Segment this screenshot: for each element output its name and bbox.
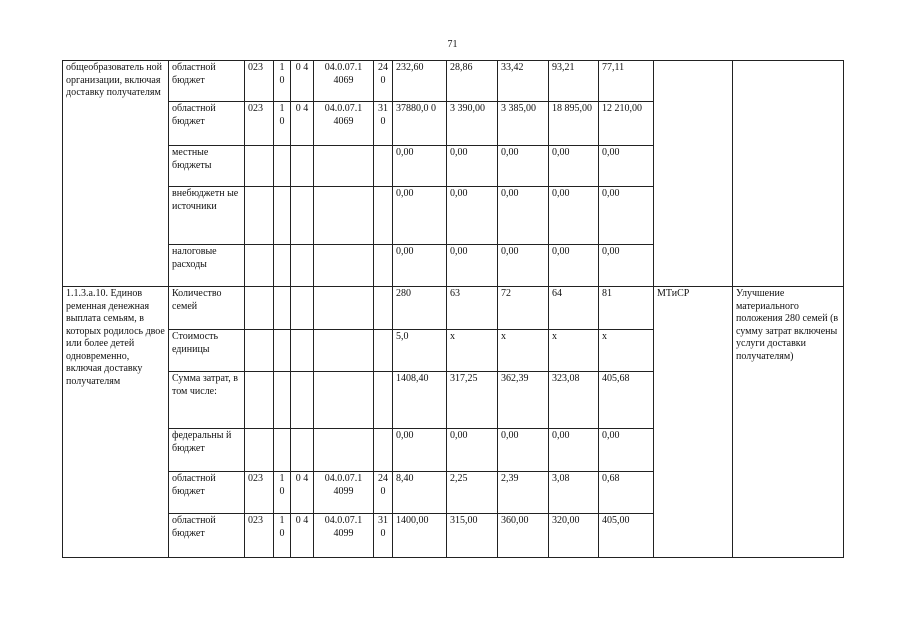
csr-cell (314, 429, 374, 472)
year2-cell: 72 (498, 287, 549, 330)
csr-cell: 04.0.07.1 4069 (314, 61, 374, 102)
csr-cell (314, 330, 374, 372)
rz-cell (274, 245, 291, 287)
year1-cell: 0,00 (447, 429, 498, 472)
csr-cell: 04.0.07.1 4099 (314, 472, 374, 514)
total-cell: 0,00 (393, 146, 447, 187)
year4-cell: 0,00 (599, 429, 654, 472)
year2-cell: 360,00 (498, 514, 549, 558)
year3-cell: 0,00 (549, 187, 599, 245)
rz-cell: 1 0 (274, 61, 291, 102)
year4-cell: 405,68 (599, 372, 654, 429)
source-cell: Сумма затрат, в том числе: (169, 372, 245, 429)
year1-cell: 0,00 (447, 146, 498, 187)
source-cell: федеральны й бюджет (169, 429, 245, 472)
vr-cell (374, 245, 393, 287)
measure-title-cell: общеобразователь ной организации, включая доставку получателям (63, 61, 169, 287)
year1-cell: 317,25 (447, 372, 498, 429)
pr-cell (291, 146, 314, 187)
result-cell (733, 61, 844, 287)
rz-cell (274, 372, 291, 429)
csr-cell: 04.0.07.1 4069 (314, 102, 374, 146)
rz-cell (274, 146, 291, 187)
source-cell: областной бюджет (169, 102, 245, 146)
rz-cell (274, 287, 291, 330)
year1-cell: 63 (447, 287, 498, 330)
year1-cell: 2,25 (447, 472, 498, 514)
csr-cell (314, 187, 374, 245)
year4-cell: х (599, 330, 654, 372)
year3-cell: 0,00 (549, 429, 599, 472)
year4-cell: 0,00 (599, 187, 654, 245)
total-cell: 1400,00 (393, 514, 447, 558)
vr-cell: 31 0 (374, 102, 393, 146)
pr-cell: 0 4 (291, 102, 314, 146)
year4-cell: 77,11 (599, 61, 654, 102)
pr-cell (291, 287, 314, 330)
pr-cell: 0 4 (291, 61, 314, 102)
measure-title-cell: 1.1.3.а.10. Единов ременная денежная выплата семьям, в которых родилось двое или более детей одновременно, включая доставку получателям (63, 287, 169, 558)
year3-cell: 320,00 (549, 514, 599, 558)
responsible-cell: МТиСР (654, 287, 733, 558)
year4-cell: 405,00 (599, 514, 654, 558)
source-cell: внебюджетн ые источники (169, 187, 245, 245)
total-cell: 37880,0 0 (393, 102, 447, 146)
grbs-cell: 023 (245, 514, 274, 558)
grbs-cell (245, 372, 274, 429)
year1-cell: 0,00 (447, 187, 498, 245)
rz-cell (274, 330, 291, 372)
grbs-cell (245, 330, 274, 372)
pr-cell (291, 330, 314, 372)
pr-cell (291, 187, 314, 245)
csr-cell (314, 146, 374, 187)
page-number: 71 (447, 39, 458, 50)
year3-cell: 0,00 (549, 245, 599, 287)
rz-cell: 1 0 (274, 472, 291, 514)
vr-cell: 31 0 (374, 514, 393, 558)
budget-table (62, 60, 844, 558)
year3-cell: х (549, 330, 599, 372)
total-cell: 0,00 (393, 187, 447, 245)
rz-cell: 1 0 (274, 102, 291, 146)
source-cell: областной бюджет (169, 514, 245, 558)
csr-cell (314, 287, 374, 330)
year3-cell: 93,21 (549, 61, 599, 102)
year3-cell: 64 (549, 287, 599, 330)
year4-cell: 81 (599, 287, 654, 330)
year1-cell: х (447, 330, 498, 372)
total-cell: 5,0 (393, 330, 447, 372)
total-cell: 0,00 (393, 429, 447, 472)
pr-cell: 0 4 (291, 514, 314, 558)
year4-cell: 0,00 (599, 146, 654, 187)
pr-cell (291, 245, 314, 287)
vr-cell (374, 187, 393, 245)
csr-cell: 04.0.07.1 4099 (314, 514, 374, 558)
grbs-cell: 023 (245, 102, 274, 146)
vr-cell (374, 287, 393, 330)
total-cell: 8,40 (393, 472, 447, 514)
result-cell: Улучшение материального положения 280 семей (в сумму затрат включены услуги доставки получателям) (733, 287, 844, 558)
year2-cell: 0,00 (498, 146, 549, 187)
year3-cell: 0,00 (549, 146, 599, 187)
vr-cell: 24 0 (374, 61, 393, 102)
pr-cell: 0 4 (291, 472, 314, 514)
year1-cell: 28,86 (447, 61, 498, 102)
year2-cell: 0,00 (498, 429, 549, 472)
table-row (63, 61, 844, 102)
rz-cell (274, 429, 291, 472)
source-cell: Стоимость единицы (169, 330, 245, 372)
year3-cell: 3,08 (549, 472, 599, 514)
source-cell: областной бюджет (169, 472, 245, 514)
grbs-cell (245, 287, 274, 330)
vr-cell (374, 372, 393, 429)
year2-cell: 3 385,00 (498, 102, 549, 146)
year4-cell: 0,68 (599, 472, 654, 514)
grbs-cell (245, 245, 274, 287)
pr-cell (291, 372, 314, 429)
year2-cell: 2,39 (498, 472, 549, 514)
year2-cell: х (498, 330, 549, 372)
source-cell: местные бюджеты (169, 146, 245, 187)
total-cell: 280 (393, 287, 447, 330)
total-cell: 232,60 (393, 61, 447, 102)
year2-cell: 0,00 (498, 245, 549, 287)
pr-cell (291, 429, 314, 472)
year3-cell: 18 895,00 (549, 102, 599, 146)
grbs-cell: 023 (245, 61, 274, 102)
grbs-cell (245, 429, 274, 472)
table-row (63, 287, 844, 330)
vr-cell: 24 0 (374, 472, 393, 514)
year3-cell: 323,08 (549, 372, 599, 429)
grbs-cell (245, 187, 274, 245)
responsible-cell (654, 61, 733, 287)
csr-cell (314, 245, 374, 287)
year2-cell: 33,42 (498, 61, 549, 102)
year4-cell: 12 210,00 (599, 102, 654, 146)
grbs-cell (245, 146, 274, 187)
total-cell: 0,00 (393, 245, 447, 287)
vr-cell (374, 330, 393, 372)
year4-cell: 0,00 (599, 245, 654, 287)
csr-cell (314, 372, 374, 429)
source-cell: Количество семей (169, 287, 245, 330)
rz-cell (274, 187, 291, 245)
year1-cell: 3 390,00 (447, 102, 498, 146)
total-cell: 1408,40 (393, 372, 447, 429)
vr-cell (374, 429, 393, 472)
grbs-cell: 023 (245, 472, 274, 514)
year2-cell: 0,00 (498, 187, 549, 245)
year1-cell: 315,00 (447, 514, 498, 558)
rz-cell: 1 0 (274, 514, 291, 558)
year2-cell: 362,39 (498, 372, 549, 429)
source-cell: областной бюджет (169, 61, 245, 102)
source-cell: налоговые расходы (169, 245, 245, 287)
vr-cell (374, 146, 393, 187)
year1-cell: 0,00 (447, 245, 498, 287)
table-body (63, 61, 844, 558)
